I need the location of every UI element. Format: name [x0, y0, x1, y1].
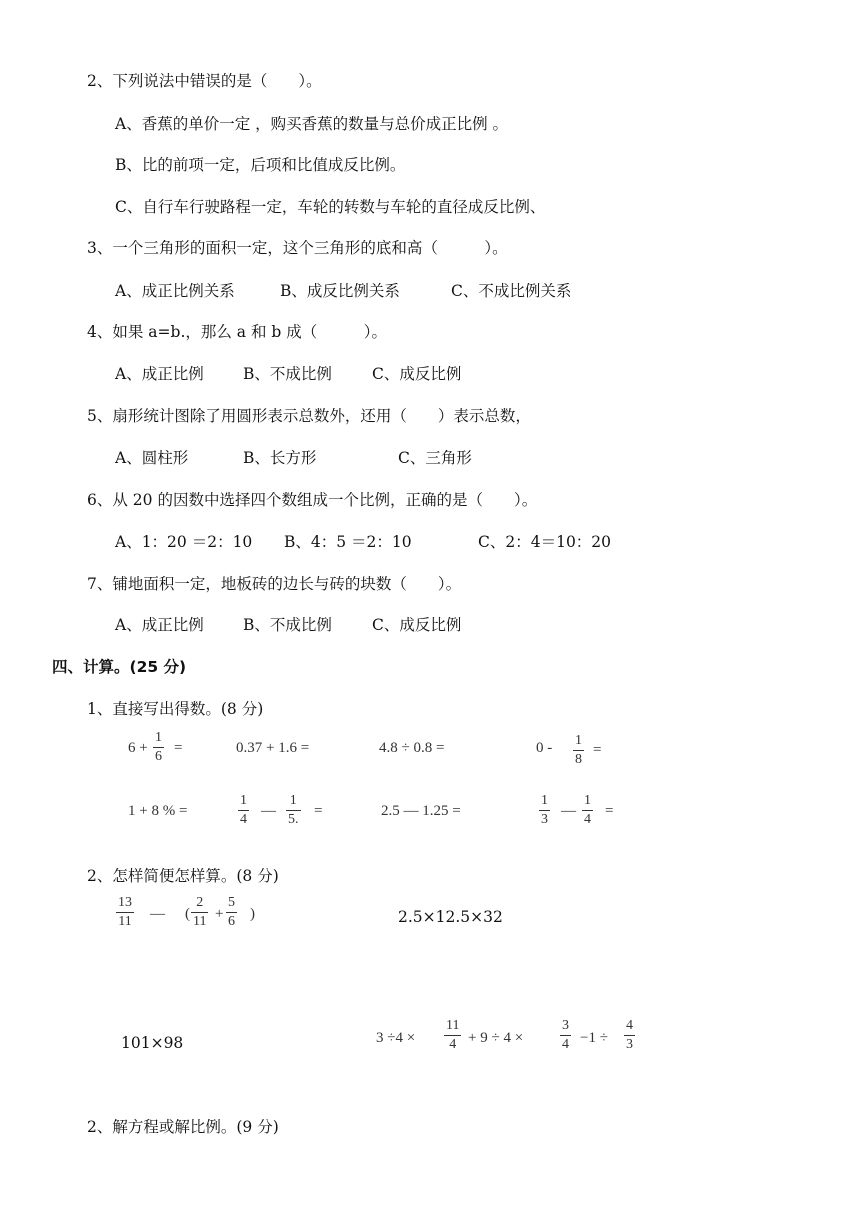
part-2-title: 2、怎样简便怎样算。(8 分) — [87, 867, 279, 885]
section-4-title: 四、计算。(25 分) — [52, 658, 187, 676]
expr-4-fraction — [573, 733, 584, 768]
expr-7: 2.5 — 1.25 = — [381, 803, 461, 819]
expr-6-fraction-a — [238, 793, 249, 828]
calc-1-numerator-a: 13 — [118, 895, 132, 910]
fraction-bar — [582, 810, 593, 811]
question-5-stem: 5、扇形统计图除了用圆形表示总数外，还用（ ）表示总数， — [87, 407, 531, 425]
calc-4-numerator-b: 3 — [562, 1018, 569, 1033]
fraction-bar — [573, 750, 584, 751]
question-3-stem: 3、一个三角形的面积一定，这个三角形的底和高（ ）。 — [87, 239, 508, 257]
question-4-option-a: A、成正比例 — [115, 365, 204, 383]
calc-4-part-b: + 9 ÷ 4 × — [468, 1030, 524, 1046]
calc-1-denominator-a: 11 — [118, 914, 132, 929]
expr-8-denominator-b: 4 — [584, 812, 591, 827]
fraction-bar — [226, 912, 237, 913]
expr-6-numerator-b: 1 — [289, 793, 297, 808]
question-6-option-a: A、1：20 ＝2：10 — [115, 533, 253, 551]
expr-8-numerator-b: 1 — [584, 793, 591, 808]
fraction-bar — [624, 1035, 635, 1036]
question-6-stem: 6、从 20 的因数中选择四个数组成一个比例，正确的是（ ）。 — [87, 491, 538, 509]
expr-6-denominator-a: 4 — [240, 812, 247, 827]
calc-1-plus: + — [215, 906, 224, 922]
fraction-bar — [116, 912, 134, 913]
question-4-option-b: B、不成比例 — [243, 365, 332, 383]
fraction-bar — [560, 1035, 571, 1036]
question-4-option-c: C、成反比例 — [372, 365, 462, 383]
question-7-option-a: A、成正比例 — [115, 616, 204, 634]
expr-1-lead: 6 + — [128, 740, 148, 756]
fraction-bar — [286, 810, 301, 811]
expr-4-numerator: 1 — [575, 733, 582, 748]
expr-4-lead: 0 - — [536, 740, 553, 756]
question-3-option-b: B、成反比例关系 — [280, 282, 400, 300]
fraction-bar — [539, 810, 550, 811]
expr-4-tail: = — [593, 742, 602, 758]
question-6-option-b: B、4：5 ＝2：10 — [284, 533, 412, 551]
part-3-title: 2、解方程或解比例。(9 分) — [87, 1118, 279, 1136]
question-7-option-c: C、成反比例 — [372, 616, 462, 634]
calc-1-numerator-b: 2 — [196, 895, 204, 910]
calc-4-denominator-c: 3 — [626, 1037, 633, 1052]
expr-1-numerator: 1 — [155, 730, 162, 745]
question-5-option-c: C、三角形 — [398, 449, 472, 467]
calc-4-denominator-b: 4 — [562, 1037, 569, 1052]
question-6-option-c: C、2：4＝10：20 — [478, 533, 612, 551]
expr-6-operator: — — [261, 803, 276, 819]
part-1-title: 1、直接写出得数。(8 分) — [87, 700, 264, 718]
question-2-option-c: C、自行车行驶路程一定，车轮的转数与车轮的直径成反比例、 — [115, 198, 546, 216]
fraction-bar — [153, 747, 164, 748]
question-3-option-c: C、不成比例关系 — [451, 282, 572, 300]
fraction-bar — [191, 912, 208, 913]
expr-8-tail: = — [605, 803, 614, 819]
calc-4-fraction-b — [560, 1018, 571, 1053]
expr-1-fraction — [153, 730, 164, 765]
calc-1-numerator-c: 5 — [228, 895, 235, 910]
expr-3: 4.8 ÷ 0.8 = — [379, 740, 445, 756]
expr-5: 1 + 8 % = — [128, 803, 188, 819]
fraction-bar — [238, 810, 249, 811]
calc-4-part-a: 3 ÷4 × — [376, 1030, 416, 1046]
expr-8-fraction-b — [582, 793, 593, 828]
calc-1-fraction-a — [116, 895, 134, 930]
calc-4-denominator-a: 4 — [449, 1037, 457, 1052]
expr-8-denominator-a: 3 — [541, 812, 548, 827]
calc-4-part-c: −1 ÷ — [580, 1030, 608, 1046]
question-7-option-b: B、不成比例 — [243, 616, 332, 634]
calc-2: 2.5×12.5×32 — [398, 908, 503, 926]
calc-1-denominator-b: 11 — [193, 914, 207, 929]
question-3-option-a: A、成正比例关系 — [115, 282, 235, 300]
calc-1-denominator-c: 6 — [228, 914, 235, 929]
question-2-stem: 2、下列说法中错误的是（ ）。 — [87, 72, 322, 90]
calc-1-fraction-b — [191, 895, 208, 930]
expr-4-denominator: 8 — [575, 752, 582, 767]
expr-8-numerator-a: 1 — [541, 793, 548, 808]
expr-6-denominator-b: 5. — [288, 812, 299, 827]
calc-1-right-paren: ) — [250, 906, 255, 922]
question-4-stem: 4、如果 a=b.，那么 a 和 b 成（ ）。 — [87, 323, 387, 341]
expr-2: 0.37 + 1.6 = — [236, 740, 310, 756]
expr-6-fraction-b — [286, 793, 301, 828]
expr-8-fraction-a — [539, 793, 550, 828]
calc-4-numerator-a: 11 — [446, 1018, 460, 1033]
expr-8-operator: — — [561, 803, 576, 819]
calc-1-left-paren: ( — [185, 906, 190, 922]
expr-6-numerator-a: 1 — [240, 793, 247, 808]
fraction-bar — [444, 1035, 461, 1036]
calc-4-fraction-c — [624, 1018, 635, 1053]
question-7-stem: 7、铺地面积一定，地板砖的边长与砖的块数（ ）。 — [87, 575, 462, 593]
calc-4-numerator-c: 4 — [626, 1018, 633, 1033]
calc-1-fraction-c — [226, 895, 237, 930]
question-5-option-a: A、圆柱形 — [115, 449, 189, 467]
question-5-option-b: B、长方形 — [243, 449, 317, 467]
question-2-option-a: A、香蕉的单价一定 ，购买香蕉的数量与总价成正比例 。 — [115, 115, 509, 133]
calc-1-operator: — — [150, 906, 165, 922]
expr-1-tail: = — [174, 740, 183, 756]
question-2-option-b: B、比的前项一定，后项和比值成反比例。 — [115, 156, 406, 174]
expr-6-tail: = — [314, 803, 323, 819]
calc-4-fraction-a — [444, 1018, 461, 1053]
calc-3: 101×98 — [121, 1034, 184, 1052]
expr-1-denominator: 6 — [155, 749, 162, 764]
